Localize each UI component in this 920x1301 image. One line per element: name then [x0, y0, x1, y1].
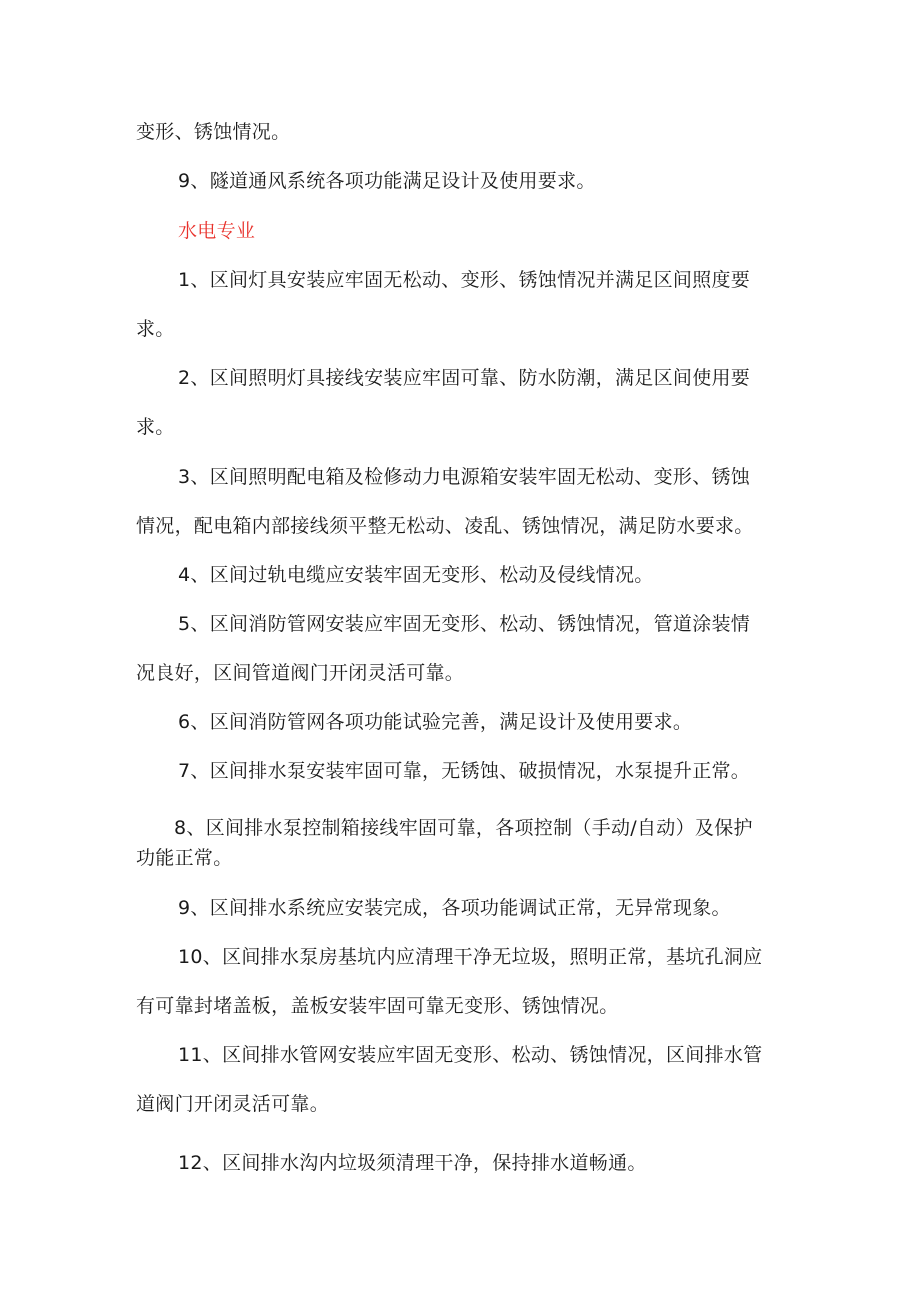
list-item-7-line-1: 7、区间排水泵安装牢固可靠，无锈蚀、破损情况，水泵提升正常。: [178, 760, 751, 782]
list-item-9-line-1: 9、区间排水系统应安装完成，各项功能调试正常，无异常现象。: [178, 897, 731, 919]
list-item-10-line-2: 有可靠封堵盖板，盖板安装牢固可靠无变形、锈蚀情况。: [136, 995, 619, 1017]
list-item-1-line-2: 求。: [136, 318, 175, 340]
list-item-10-line-1: 10、区间排水泵房基坑内应清理干净无垃圾，照明正常，基坑孔洞应: [178, 946, 763, 968]
list-item-6-line-1: 6、区间消防管网各项功能试验完善，满足设计及使用要求。: [178, 711, 693, 733]
list-item-2-line-1: 2、区间照明灯具接线安装应牢固可靠、防水防潮，满足区间使用要: [178, 367, 751, 389]
list-item-8-line-1: 8、区间排水泵控制箱接线牢固可靠，各项控制（手动/自动）及保护: [174, 817, 753, 839]
list-item-8-line-2: 功能正常。: [136, 847, 233, 869]
list-item-12-line-1: 12、区间排水沟内垃圾须清理干净，保持排水道畅通。: [178, 1152, 647, 1174]
list-item-5-line-2: 况良好，区间管道阀门开闭灵活可靠。: [136, 662, 465, 684]
list-item-11-line-2: 道阀门开闭灵活可靠。: [136, 1093, 330, 1115]
list-item-5-line-1: 5、区间消防管网安装应牢固无变形、松动、锈蚀情况，管道涂装情: [178, 613, 751, 635]
list-item-4-line-1: 4、区间过轨电缆应安装牢固无变形、松动及侵线情况。: [178, 564, 654, 586]
continuation-line: 变形、锈蚀情况。: [136, 121, 291, 143]
list-item-2-line-2: 求。: [136, 416, 175, 438]
ventilation-item-9: 9、隧道通风系统各项功能满足设计及使用要求。: [178, 170, 596, 192]
list-item-1-line-1: 1、区间灯具安装应牢固无松动、变形、锈蚀情况并满足区间照度要: [178, 269, 751, 291]
list-item-3-line-1: 3、区间照明配电箱及检修动力电源箱安装牢固无松动、变形、锈蚀: [178, 466, 751, 488]
list-item-3-line-2: 情况，配电箱内部接线须平整无松动、凌乱、锈蚀情况，满足防水要求。: [136, 515, 754, 537]
list-item-11-line-1: 11、区间排水管网安装应牢固无变形、松动、锈蚀情况，区间排水管: [178, 1044, 763, 1066]
section-heading: 水电专业: [178, 220, 256, 242]
